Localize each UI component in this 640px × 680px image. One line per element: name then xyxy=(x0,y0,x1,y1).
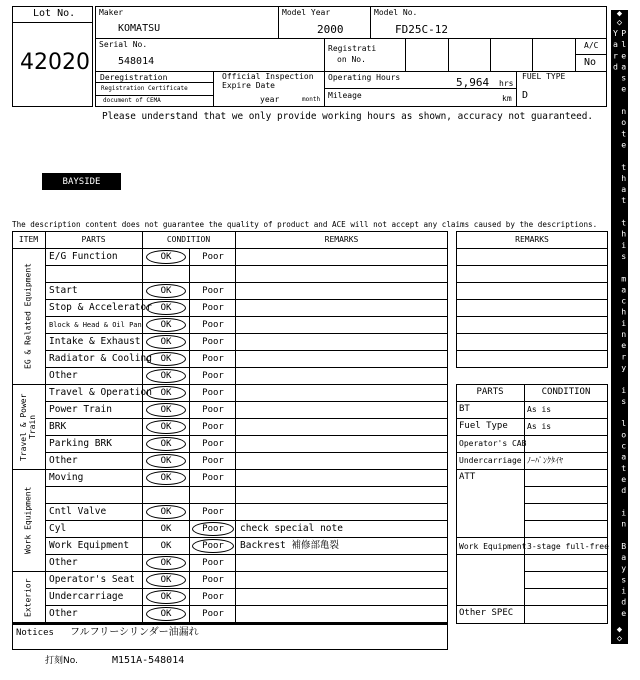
right-condition-header: CONDITION xyxy=(541,387,591,397)
right-parts-header: PARTS xyxy=(476,387,504,397)
row-remark: Backrest 補修部亀裂 xyxy=(240,540,339,551)
right-condition-undercarriage: ﾉｰﾊﾟﾝｸﾀｲﾔ xyxy=(527,456,563,465)
fuel-type-label: FUEL TYPE xyxy=(522,72,566,81)
hours-notice: Please understand that we only provide working hours as shown, accuracy not guaranteed. xyxy=(102,111,594,122)
right-work-equipment-value: 3-stage full-free xyxy=(527,542,609,551)
row-part: Intake & Exhaust xyxy=(49,336,141,347)
poor-mark: Poor xyxy=(202,421,224,432)
operating-hours-value: 5,964 xyxy=(456,76,490,89)
poor-mark: Poor xyxy=(202,472,224,483)
lot-no-label: Lot No. xyxy=(33,8,76,19)
ok-mark: OK xyxy=(146,386,186,400)
poor-mark: Poor xyxy=(192,522,234,536)
header-remarks: REMARKS xyxy=(324,234,359,244)
serial-no-value: 548014 xyxy=(118,56,155,67)
header-item: ITEM xyxy=(18,234,39,244)
ok-mark: OK xyxy=(146,369,186,383)
location-badge-text: BAYSIDE xyxy=(62,176,101,187)
poor-mark: Poor xyxy=(202,370,224,381)
row-part: Other xyxy=(49,557,78,568)
diamond-icon: ◆ xyxy=(616,624,623,635)
diamond-icon: ◆ xyxy=(616,9,623,19)
stamp-label: 打刻No. xyxy=(45,656,78,666)
model-year-label: Model Year xyxy=(282,8,331,17)
poor-mark: Poor xyxy=(202,591,224,602)
year-label: year xyxy=(260,95,280,104)
poor-mark: Poor xyxy=(202,608,224,619)
right-other-spec-label: Other SPEC xyxy=(459,608,514,618)
ac-label: A/C xyxy=(584,41,599,50)
deregistration-label: Deregistration xyxy=(100,73,168,82)
poor-mark: Poor xyxy=(202,302,224,313)
poor-mark: Poor xyxy=(202,319,224,330)
model-no-label: Model No. xyxy=(374,8,418,17)
poor-mark: Poor xyxy=(202,353,224,364)
model-no-value: FD25C-12 xyxy=(395,23,448,36)
row-part: Cntl Valve xyxy=(49,506,107,517)
row-part: Parking BRK xyxy=(49,438,112,449)
row-part: Operator's Seat xyxy=(49,574,135,585)
row-part: Undercarriage xyxy=(49,591,124,602)
mileage-label: Mileage xyxy=(328,91,362,100)
row-part: Other xyxy=(49,455,78,466)
row-part: Work Equipment xyxy=(49,540,130,551)
row-part: Radiator & Cooling xyxy=(49,353,152,364)
inspection-label: Official Inspection xyxy=(222,72,314,81)
header-parts: PARTS xyxy=(81,234,106,244)
notices-label: Notices xyxy=(16,628,54,638)
right-part-bt: BT xyxy=(459,404,470,414)
serial-no-label: Serial No. xyxy=(99,40,148,49)
poor-mark: Poor xyxy=(202,251,224,262)
right-att-label: ATT xyxy=(459,472,476,482)
row-part: BRK xyxy=(49,421,67,432)
row-part: Block & Head & Oil Pan xyxy=(49,321,142,329)
right-condition-fuel-type: As is xyxy=(527,422,552,431)
ac-value: No xyxy=(584,57,597,68)
ok-mark: OK xyxy=(146,454,186,468)
poor-mark: Poor xyxy=(202,557,224,568)
ok-mark: OK xyxy=(146,590,186,604)
poor-mark: Poor xyxy=(202,506,224,517)
poor-mark: Poor xyxy=(202,438,224,449)
ok-mark: OK xyxy=(146,318,186,332)
month-label: month xyxy=(302,96,321,103)
row-remark: check special note xyxy=(240,523,343,534)
group-travel-power xyxy=(13,385,45,469)
cema-label: document of CEMA xyxy=(103,97,161,104)
registration-label: Registrati xyxy=(328,44,377,53)
ok-mark: OK xyxy=(146,284,186,298)
location-badge xyxy=(42,173,121,190)
disclaimer: The description content does not guarantee the quality of product and ACE will not accept any claims caused by the descriptions. xyxy=(12,220,598,229)
maker-value: KOMATSU xyxy=(118,23,161,34)
right-part-undercarriage: Undercarriage xyxy=(459,456,522,465)
row-part: Other xyxy=(49,370,78,381)
ok-mark: OK xyxy=(146,573,186,587)
right-part-operators-cab: Operator's CAB xyxy=(459,439,527,448)
poor-mark: Poor xyxy=(202,404,224,415)
group-eg-related: EG & Related Equipment xyxy=(23,263,33,370)
row-part: Start xyxy=(49,285,78,296)
ok-mark: OK xyxy=(146,556,186,570)
diamond-outline-icon: ◇ xyxy=(616,633,623,644)
poor-mark: Poor xyxy=(202,285,224,296)
ok-mark: OK xyxy=(146,505,186,519)
poor-mark: Poor xyxy=(192,539,234,553)
lot-no-value: 42020 xyxy=(20,50,90,75)
ok-mark: OK xyxy=(146,437,186,451)
ok-mark: OK xyxy=(146,301,186,315)
operating-hours-label: Operating Hours xyxy=(328,73,401,82)
ok-mark: OK xyxy=(146,352,186,366)
header-condition: CONDITION xyxy=(166,234,211,244)
row-part: Other xyxy=(49,608,78,619)
group-work-equipment: Work Equipment xyxy=(23,486,33,555)
row-part: E/G Function xyxy=(49,251,118,262)
right-condition-bt: As is xyxy=(527,405,552,414)
row-part: Cyl xyxy=(49,523,67,534)
side-notice-text: Please note that this machinery is located in Bayside Yard xyxy=(610,28,629,620)
diamond-outline-icon: ◇ xyxy=(616,18,623,29)
row-part: Stop & Accelerator xyxy=(49,302,152,313)
ok-mark: OK xyxy=(146,403,186,417)
ok-mark: OK xyxy=(160,540,172,551)
row-part: Moving xyxy=(49,472,84,483)
notices-text: フルフリーシリンダー油漏れ xyxy=(70,627,199,638)
poor-mark: Poor xyxy=(202,574,224,585)
right-part-fuel-type: Fuel Type xyxy=(459,421,508,431)
side-notice-strip xyxy=(611,10,628,644)
right-work-equipment-label: Work Equipment xyxy=(459,542,527,551)
hrs-unit: hrs xyxy=(499,79,514,88)
ok-mark: OK xyxy=(146,471,186,485)
right-remarks-header: REMARKS xyxy=(515,234,549,244)
ok-mark: OK xyxy=(146,335,186,349)
registration-certificate-label: Registration Certificate xyxy=(101,85,188,92)
model-year-value: 2000 xyxy=(317,23,344,36)
registration-label-2: on No. xyxy=(337,55,366,64)
fuel-type-value: D xyxy=(522,90,529,101)
inspection-label-2: Expire Date xyxy=(222,81,275,90)
ok-mark: OK xyxy=(146,607,186,621)
km-unit: km xyxy=(502,94,512,103)
ok-mark: OK xyxy=(146,420,186,434)
ok-mark: OK xyxy=(146,250,186,264)
maker-label: Maker xyxy=(99,8,124,17)
group-exterior: Exterior xyxy=(23,578,33,617)
poor-mark: Poor xyxy=(202,336,224,347)
row-part: Travel & Operation xyxy=(49,387,152,398)
row-part: Power Train xyxy=(49,404,112,415)
group-travel-power-text: Travel & Power Train xyxy=(19,393,37,461)
stamp-value: M151A-548014 xyxy=(112,655,185,666)
ok-mark: OK xyxy=(160,523,172,534)
poor-mark: Poor xyxy=(202,387,224,398)
poor-mark: Poor xyxy=(202,455,224,466)
